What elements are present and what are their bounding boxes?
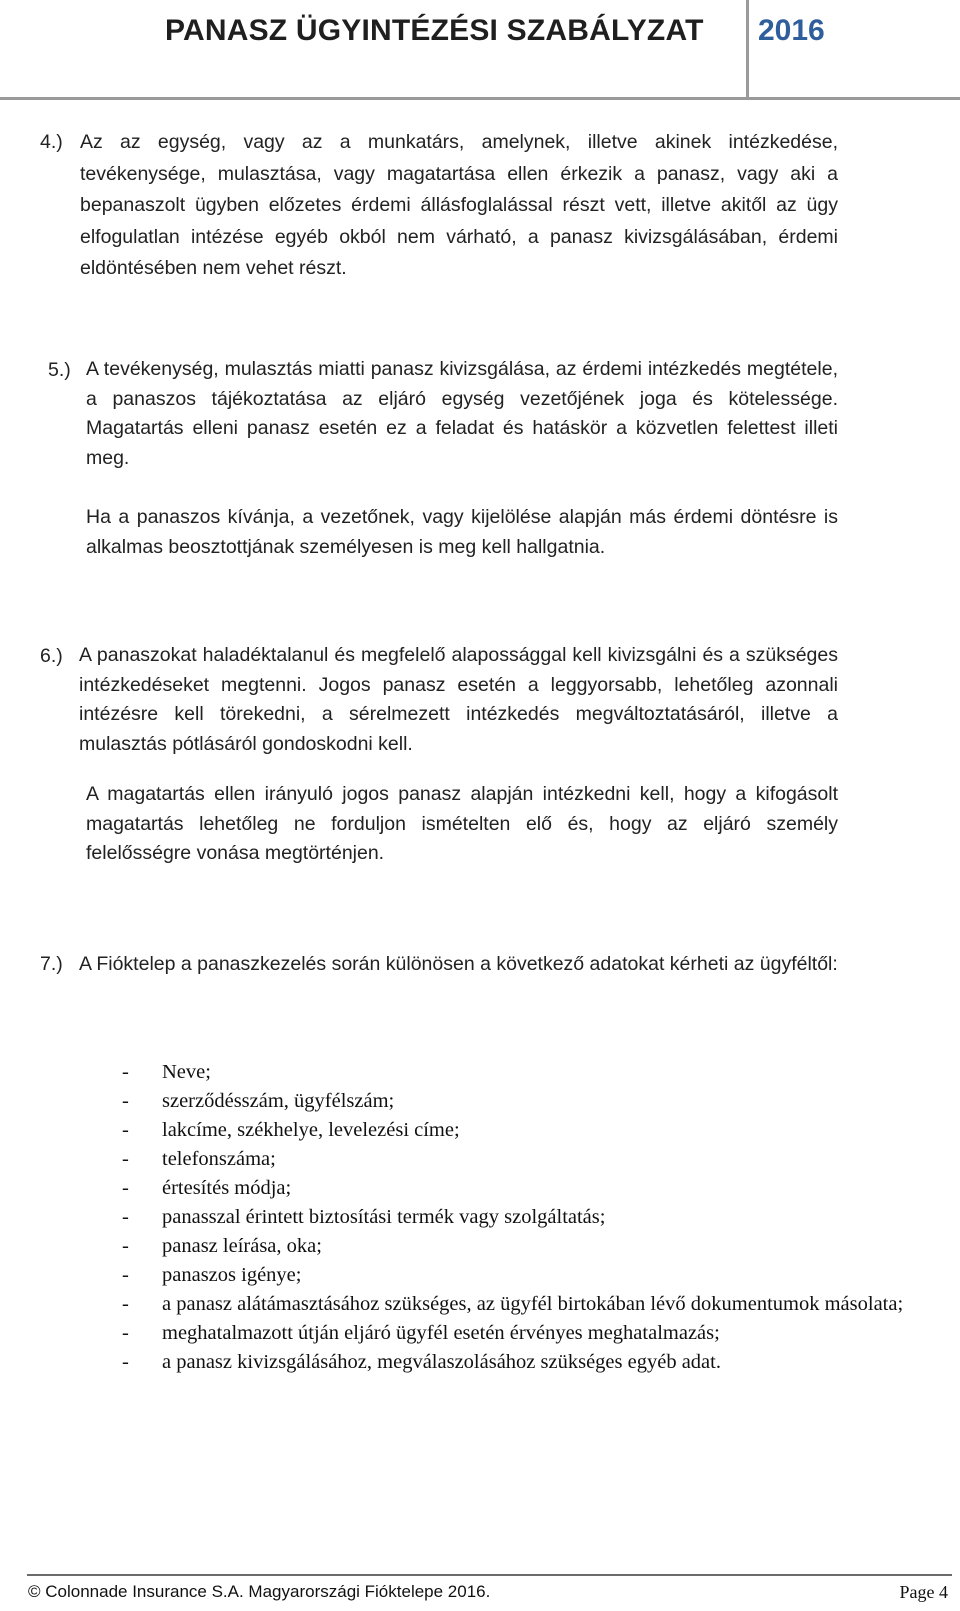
list-item: - szerződésszám, ügyfélszám; xyxy=(122,1090,395,1112)
section-5-text-2: Ha a panaszos kívánja, a vezetőnek, vagy kijelölése alapján más érdemi döntésre is alkalmas beosztottjának személyesen is meg kell hallgatnia. xyxy=(86,506,838,558)
footer-copyright: © Colonnade Insurance S.A. Magyarországi Fióktelepe 2016. xyxy=(28,1582,491,1601)
section-4-text: Az az egység, vagy az a munkatárs, amelynek, illetve akinek intézkedése, tevékenysége, mulasztása, vagy magatartása ellen érkezik a panasz, vagy aki a bepanaszolt ügyben előzetes érdemi állásfoglalással részt vett, illetve akitől az ügy elfogulatlan intézése egyéb okból nem várható, a panasz kivizsgálásában, érdemi eldöntésében nem vehet részt. xyxy=(80,131,838,279)
page-header xyxy=(0,0,960,102)
section-4-number: 4.) xyxy=(40,131,63,153)
document-year: 2016 xyxy=(758,14,825,47)
section-7-text: A Fióktelep a panaszkezelés során különösen a következő adatokat kérheti az ügyféltől: xyxy=(79,953,838,975)
header-divider-vertical xyxy=(746,0,749,98)
section-6-text-2: A magatartás ellen irányuló jogos panasz alapján intézkedni kell, hogy a kifogásolt magatartás lehetőleg ne forduljon ismételten elő és, hogy az eljáró személy felelősségre vonása megtörténjen. xyxy=(86,783,838,864)
list-item: - panasz leírása, oka; xyxy=(122,1235,322,1257)
list-item: - panaszos igénye; xyxy=(122,1264,302,1286)
section-6-text: A panaszokat haladéktalanul és megfelelő alapossággal kell kivizsgálni és a szükséges intézkedéseket megtenni. Jogos panasz esetén a leggyorsabb, lehetőleg azonnali intézésre kell törekedni, a sérelmezett intézkedés megváltoztatásáról, illetve a mulasztás pótlásáról gondoskodni kell. xyxy=(79,644,838,755)
section-6-number: 6.) xyxy=(40,645,63,667)
section-5-number: 5.) xyxy=(48,359,71,381)
document-title: PANASZ ÜGYINTÉZÉSI SZABÁLYZAT xyxy=(165,14,704,47)
list-item: - lakcíme, székhelye, levelezési címe; xyxy=(122,1119,460,1141)
list-item: - Neve; xyxy=(122,1061,211,1083)
list-item: - meghatalmazott útján eljáró ügyfél esetén érvényes meghatalmazás; xyxy=(122,1322,720,1344)
footer-divider xyxy=(27,1574,952,1576)
list-item: - a panasz alátámasztásához szükséges, az ügyfél birtokában lévő dokumentumok másolata; xyxy=(122,1293,904,1315)
page-number: Page 4 xyxy=(899,1582,948,1602)
requested-data-list xyxy=(122,1058,948,1377)
list-item: - telefonszáma; xyxy=(122,1148,276,1170)
list-item: - értesítés módja; xyxy=(122,1177,292,1199)
section-5-text: A tevékenység, mulasztás miatti panasz kivizsgálása, az érdemi intézkedés megtétele, a panaszos tájékoztatása az eljáró egység vezetőjének joga és kötelessége. Magatartás elleni panasz esetén ez a feladat és hatáskör a közvetlen felettest illeti meg. xyxy=(86,358,838,469)
header-divider-horizontal xyxy=(0,97,960,100)
list-item: - a panasz kivizsgálásához, megválaszolásához szükséges egyéb adat. xyxy=(122,1351,721,1373)
list-item: - panasszal érintett biztosítási termék vagy szolgáltatás; xyxy=(122,1206,606,1228)
section-7-number: 7.) xyxy=(40,953,63,975)
